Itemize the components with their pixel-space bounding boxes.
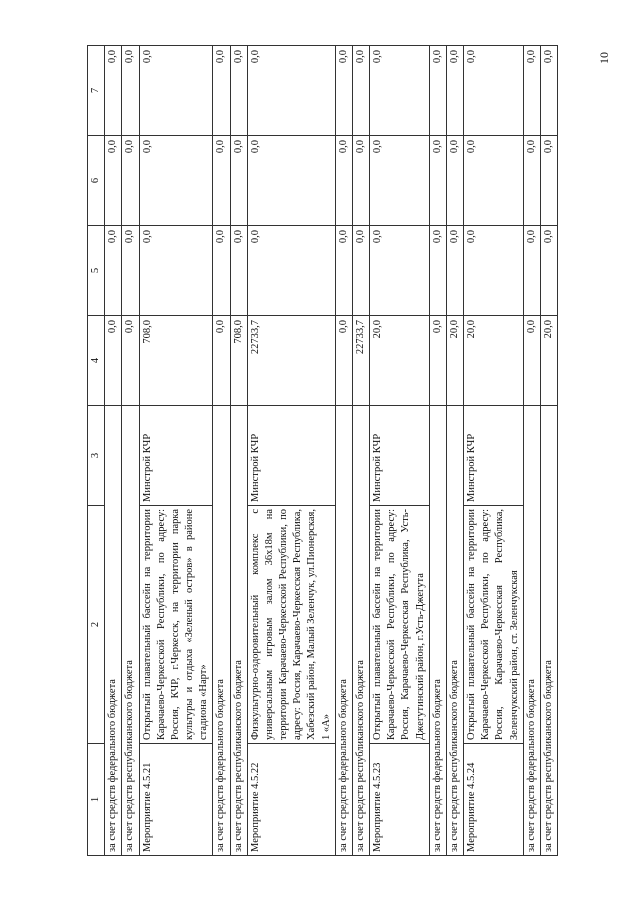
value-cell: 0,0	[139, 226, 213, 316]
funding-label-cell: за счет средств федерального бюджета	[105, 406, 122, 856]
value-cell: 0,0	[352, 46, 369, 136]
value-cell: 0,0	[335, 316, 352, 406]
header-cell: 4	[88, 316, 105, 406]
header-cell: 6	[88, 136, 105, 226]
header-cell: 1	[88, 744, 105, 856]
page-number: 10	[597, 52, 611, 64]
budget-table	[87, 45, 558, 856]
funding-row	[230, 46, 247, 856]
value-cell: 0,0	[230, 226, 247, 316]
value-cell: 22733,7	[247, 316, 335, 406]
value-cell: 0,0	[446, 226, 463, 316]
event-label-cell: Мероприятие 4.5.24	[464, 744, 524, 856]
value-cell: 0,0	[429, 226, 446, 316]
value-cell: 0,0	[523, 136, 540, 226]
value-cell: 0,0	[213, 46, 230, 136]
event-row	[247, 46, 335, 856]
funding-label-cell: за счет средств республиканского бюджета	[122, 406, 139, 856]
value-cell: 0,0	[446, 46, 463, 136]
value-cell: 0,0	[540, 136, 557, 226]
value-cell: 0,0	[122, 226, 139, 316]
value-cell: 0,0	[429, 136, 446, 226]
event-label-cell: Мероприятие 4.5.23	[370, 744, 430, 856]
executor-cell: Минстрой КЧР	[464, 406, 524, 506]
value-cell: 0,0	[464, 46, 524, 136]
value-cell: 0,0	[370, 136, 430, 226]
funding-label-cell: за счет средств федерального бюджета	[335, 406, 352, 856]
header-cell: 3	[88, 406, 105, 506]
rotated-page	[87, 46, 554, 856]
funding-label-cell: за счет средств республиканского бюджета	[352, 406, 369, 856]
funding-label-cell: за счет средств республиканского бюджета	[446, 406, 463, 856]
executor-cell: Минстрой КЧР	[247, 406, 335, 506]
value-cell: 0,0	[247, 46, 335, 136]
funding-label-cell: за счет средств федерального бюджета	[523, 406, 540, 856]
value-cell: 22733,7	[352, 316, 369, 406]
funding-label-cell: за счет средств федерального бюджета	[213, 406, 230, 856]
value-cell: 0,0	[105, 136, 122, 226]
event-description-cell: Физкультурно-оздоровительный комплекс с универсальным игровым залом 36х18м на территории Карачаево-Черкесской Республики, по адресу: Россия, Карачаево-Черкесская Республика, Хабезский район, Малый Зеленчук, ул.Пионерская, 1 «А»	[247, 506, 335, 744]
funding-row	[335, 46, 352, 856]
funding-row	[523, 46, 540, 856]
executor-cell: Минстрой КЧР	[370, 406, 430, 506]
table-header-row	[88, 46, 105, 856]
value-cell: 0,0	[523, 226, 540, 316]
event-row	[139, 46, 213, 856]
value-cell: 0,0	[139, 136, 213, 226]
value-cell: 0,0	[105, 226, 122, 316]
value-cell: 0,0	[139, 46, 213, 136]
value-cell: 0,0	[429, 316, 446, 406]
executor-cell: Минстрой КЧР	[139, 406, 213, 506]
value-cell: 0,0	[247, 226, 335, 316]
header-cell: 7	[88, 46, 105, 136]
value-cell: 0,0	[429, 46, 446, 136]
funding-row	[213, 46, 230, 856]
value-cell: 0,0	[105, 46, 122, 136]
funding-row	[429, 46, 446, 856]
value-cell: 0,0	[523, 316, 540, 406]
value-cell: 708,0	[230, 316, 247, 406]
value-cell: 0,0	[370, 46, 430, 136]
header-cell: 2	[88, 506, 105, 744]
value-cell: 0,0	[105, 316, 122, 406]
funding-label-cell: за счет средств республиканского бюджета	[230, 406, 247, 856]
header-cell: 5	[88, 226, 105, 316]
event-label-cell: Мероприятие 4.5.22	[247, 744, 335, 856]
value-cell: 0,0	[370, 226, 430, 316]
value-cell: 0,0	[540, 46, 557, 136]
funding-label-cell: за счет средств республиканского бюджета	[540, 406, 557, 856]
value-cell: 0,0	[213, 316, 230, 406]
value-cell: 708,0	[139, 316, 213, 406]
funding-row	[352, 46, 369, 856]
event-description-cell: Открытый плавательный бассейн на территории Карачаево-Черкесской Республики, по адресу: Россия, Карачаево-Черкесская Республика, Усть-Джегутинский район, г.Усть-Джегута	[370, 506, 430, 744]
funding-row	[540, 46, 557, 856]
value-cell: 0,0	[540, 226, 557, 316]
value-cell: 0,0	[213, 136, 230, 226]
value-cell: 0,0	[247, 136, 335, 226]
table-body	[88, 46, 558, 856]
value-cell: 0,0	[213, 226, 230, 316]
value-cell: 0,0	[122, 316, 139, 406]
funding-row	[105, 46, 122, 856]
value-cell: 0,0	[335, 46, 352, 136]
value-cell: 0,0	[230, 46, 247, 136]
value-cell: 20,0	[370, 316, 430, 406]
value-cell: 0,0	[335, 226, 352, 316]
value-cell: 0,0	[352, 136, 369, 226]
event-description-cell: Открытый плавательный бассейн на территории Карачаево-Черкесской Республики, по адресу: Россия, КЧР, г.Черкесск, на территории парка культуры и отдыха «Зеленый остров» в районе стадиона «Нарт»	[139, 506, 213, 744]
event-row	[464, 46, 524, 856]
value-cell: 0,0	[464, 136, 524, 226]
funding-row	[122, 46, 139, 856]
value-cell: 20,0	[464, 316, 524, 406]
value-cell: 20,0	[446, 316, 463, 406]
event-label-cell: Мероприятие 4.5.21	[139, 744, 213, 856]
value-cell: 0,0	[523, 46, 540, 136]
value-cell: 0,0	[335, 136, 352, 226]
event-row	[370, 46, 430, 856]
value-cell: 20,0	[540, 316, 557, 406]
value-cell: 0,0	[352, 226, 369, 316]
value-cell: 0,0	[446, 136, 463, 226]
value-cell: 0,0	[464, 226, 524, 316]
funding-label-cell: за счет средств федерального бюджета	[429, 406, 446, 856]
value-cell: 0,0	[230, 136, 247, 226]
funding-row	[446, 46, 463, 856]
event-description-cell: Открытый плавательный бассейн на территории Карачаево-Черкесской Республики, по адресу: Россия, Карачаево-Черкесская Республика, Зеленчукский район, ст. Зеленчукская	[464, 506, 524, 744]
value-cell: 0,0	[122, 46, 139, 136]
value-cell: 0,0	[122, 136, 139, 226]
